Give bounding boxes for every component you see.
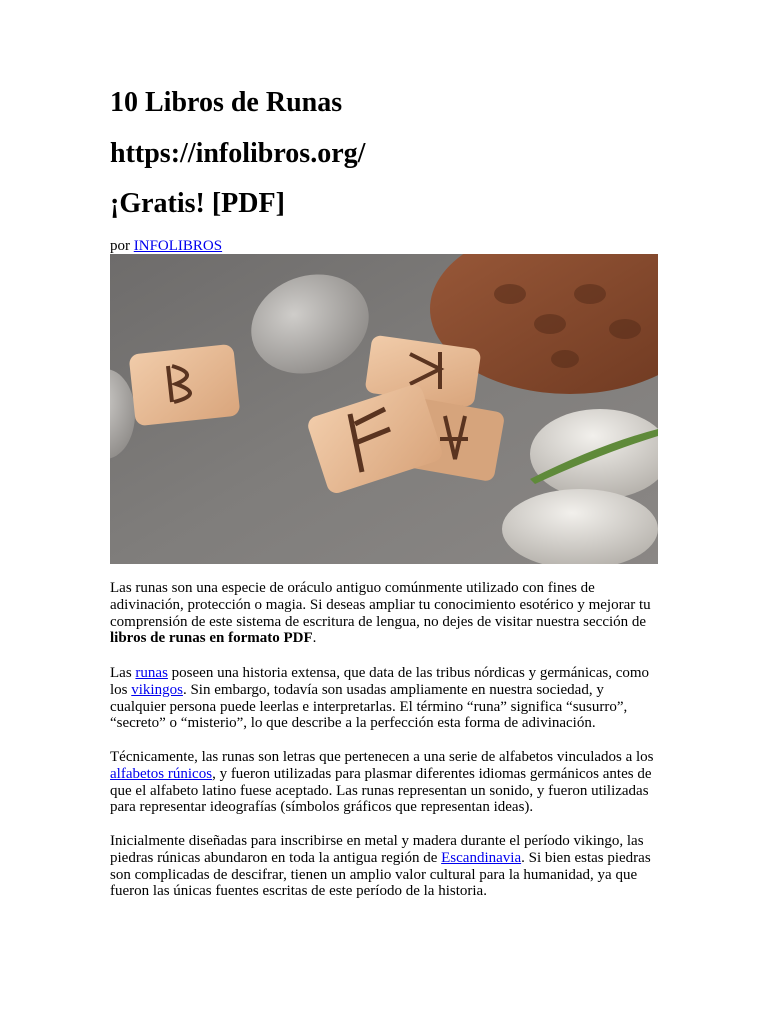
escandinavia-link[interactable]: Escandinavia xyxy=(441,849,522,866)
origin-paragraph xyxy=(110,833,658,900)
history-paragraph xyxy=(110,665,658,732)
byline-prefix: por xyxy=(110,238,130,254)
rune-stones-image xyxy=(110,254,658,564)
page-title-line-2: https://infolibros.org/ xyxy=(110,138,366,169)
technical-paragraph xyxy=(110,749,658,816)
p1-text: Las runas son una especie de oráculo antiguo comúnmente utilizado con fines de adivinación, protección o magia. Si deseas ampliar tu conocimiento esotérico y mejorar tu comprensión de este sistema de escritura de lengua, no dejes de visitar nuestra sección de xyxy=(110,580,651,630)
byline xyxy=(110,237,222,255)
p3-a: Técnicamente, las runas son letras que pertenecen a una serie de alfabetos vinculados a los xyxy=(110,749,654,765)
vikingos-link[interactable]: vikingos xyxy=(131,681,183,698)
p1-end: . xyxy=(312,630,317,647)
alfabetos-runicos-link[interactable]: alfabetos rúnicos xyxy=(110,765,213,782)
runas-link[interactable]: runas xyxy=(135,665,168,681)
p4-b: . Si bien estas piedras son complicadas de descifrar, tienen un amplio valor cultural para la humanidad, ya que fueron las únicas fuentes escritas de este período de la historia. xyxy=(110,849,651,900)
author-link[interactable]: INFOLIBROS xyxy=(133,238,223,254)
page-title-line-3: ¡Gratis! [PDF] xyxy=(110,188,285,219)
p2-c: . Sin embargo, todavía son usadas ampliamente en nuestra sociedad, y cualquier persona puede leerlas e interpretarlas. El término “runa” significa “susurro”, “secreto” o “misterio”, lo que describe a la perfección esta forma de adivinación. xyxy=(110,681,628,732)
p2-b: poseen una historia extensa, que data de las tribus nórdicas y germánicas, como los xyxy=(110,665,650,698)
p1-bold: libros de runas en formato PDF xyxy=(110,630,313,647)
p2-a: Las xyxy=(110,665,136,681)
p4-a: Inicialmente diseñadas para inscribirse en metal y madera durante el período vikingo, las piedras rúnicas abundaron en toda la antigua región de xyxy=(110,833,644,866)
page-title-line-1: 10 Libros de Runas xyxy=(110,87,343,118)
p3-b: , y fueron utilizadas para plasmar diferentes idiomas germánicos antes de que el alfabeto latino fuese aceptado. Las runas representan un sonido, y fueron utilizadas para representar ideografías (símbolos gráficos que representan ideas). xyxy=(110,765,652,816)
intro-paragraph xyxy=(110,580,658,647)
